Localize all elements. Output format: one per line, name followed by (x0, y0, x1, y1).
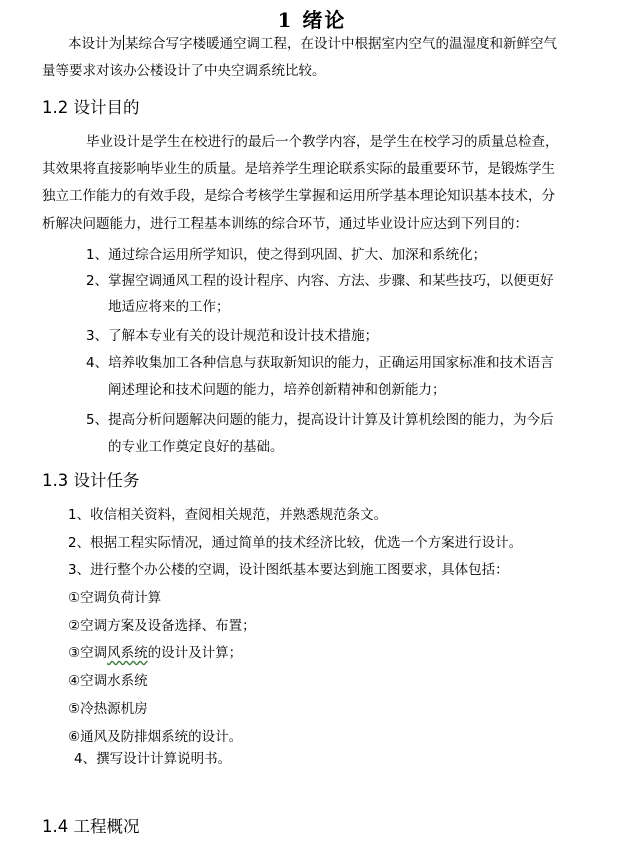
intro-line-1 (68, 34, 557, 54)
subtask-item: ⑤冷热源机房 (68, 701, 148, 717)
intro-text-rest: 某综合写字楼暖通空调工程，在设计中根据室内空气的温湿度和新鲜空气 (125, 36, 557, 52)
list-item: 4、培养收集加工各种信息与获取新知识的能力，正确运用国家标准和技术语言 (86, 355, 554, 371)
paragraph-line: 其效果将直接影响毕业生的质量。是培养学生理论联系实际的最重要环节，是锻炼学生 (42, 161, 555, 177)
subtask-item: ④空调水系统 (68, 673, 148, 689)
list-item-continuation: 阐述理论和技术问题的能力，培养创新精神和创新能力； (108, 382, 446, 398)
paragraph-line: 毕业设计是学生在校进行的最后一个教学内容，是学生在校学习的质量总检查， (86, 134, 559, 150)
subtask-text: ③空调 (68, 645, 108, 661)
task-item: 1、收信相关资料，查阅相关规范，并熟悉规范条文。 (68, 507, 388, 523)
subtask-item: ①空调负荷计算 (68, 590, 162, 606)
list-item-continuation: 的专业工作奠定良好的基础。 (108, 439, 284, 455)
subtask-item: ⑥通风及防排烟系统的设计。 (68, 729, 243, 745)
list-item: 3、了解本专业有关的设计规范和设计技术措施； (86, 328, 379, 344)
text-cursor (123, 35, 124, 50)
list-item: 1、通过综合运用所学知识，使之得到巩固、扩大、加深和系统化； (86, 247, 487, 263)
section-heading-1-4: 1.4 工程概况 (42, 817, 140, 836)
section-heading-1-2: 1.2 设计目的 (42, 98, 140, 117)
list-item: 2、掌握空调通风工程的设计程序、内容、方法、步骤、和某些技巧，以便更好 (86, 273, 554, 289)
task-item: 2、根据工程实际情况，通过简单的技术经济比较，优选一个方案进行设计。 (68, 535, 523, 551)
task-item: 4、撰写设计计算说明书。 (74, 751, 232, 767)
spellcheck-underlined-text: 风系统 (107, 645, 148, 661)
list-item: 5、提高分析问题解决问题的能力，提高设计计算及计算机绘图的能力，为今后 (86, 412, 554, 428)
subtask-item (68, 643, 242, 663)
task-item: 3、进行整个办公楼的空调，设计图纸基本要达到施工图要求，具体包括： (68, 562, 509, 578)
intro-text-start: 本设计为 (68, 36, 122, 52)
list-item-continuation: 地适应将来的工作； (108, 299, 230, 315)
paragraph-line: 独立工作能力的有效手段，是综合考核学生掌握和运用所学基本理论知识基本技术，分 (42, 188, 555, 204)
paragraph-line: 析解决问题能力，进行工程基本训练的综合环节，通过毕业设计应达到下列目的： (42, 216, 528, 232)
intro-line-2: 量等要求对该办公楼设计了中央空调系统比较。 (42, 63, 326, 79)
section-heading-1-3: 1.3 设计任务 (42, 471, 140, 490)
subtask-item: ②空调方案及设备选择、布置； (68, 618, 256, 634)
subtask-text: 的设计及计算； (147, 645, 243, 661)
chapter-title: 1 绪论 (277, 8, 347, 32)
